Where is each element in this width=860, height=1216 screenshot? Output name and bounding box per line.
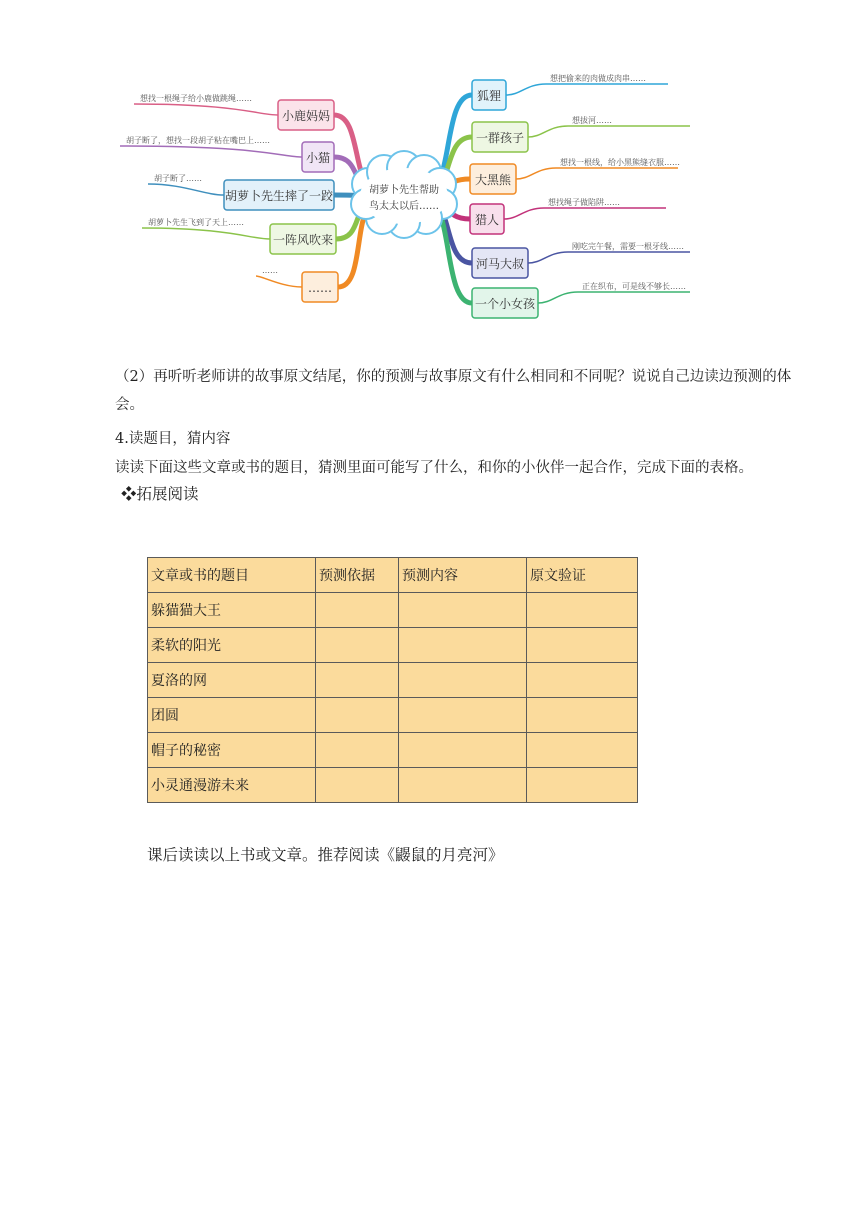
basis-cell[interactable] <box>316 663 399 698</box>
mind-map-node <box>470 197 620 234</box>
mind-map-note-line <box>516 168 678 179</box>
mind-map-node-label: 大黑熊 <box>474 173 512 187</box>
mind-map-node-label: 小猫 <box>305 151 331 165</box>
content-cell[interactable] <box>399 663 527 698</box>
verify-cell[interactable] <box>527 663 638 698</box>
row-title: 团圆 <box>148 698 316 733</box>
content-cell[interactable] <box>399 698 527 733</box>
mind-map-note: 刚吃完午餐，需要一根牙线…… <box>572 242 684 251</box>
mind-map-note-line <box>504 208 666 219</box>
step-heading: 4.读题目，猜内容 <box>115 431 231 447</box>
row-title: 帽子的秘密 <box>148 733 316 768</box>
content-cell[interactable] <box>399 733 527 768</box>
row-title: 躲猫猫大王 <box>148 593 316 628</box>
mind-map-note: 胡萝卜先生飞到了天上…… <box>148 218 244 227</box>
mind-map-node <box>262 266 338 302</box>
prediction-table <box>147 557 638 803</box>
mind-map-node-label: 一阵风吹来 <box>272 233 334 247</box>
table-row <box>148 663 638 698</box>
basis-cell[interactable] <box>316 698 399 733</box>
content-cell[interactable] <box>399 593 527 628</box>
story-mind-map <box>120 66 690 336</box>
mind-map-center <box>351 151 457 238</box>
instruction-paragraph: 读读下面这些文章或书的题目，猜测里面可能写了什么，和你的小伙伴一起合作，完成下面的表格。 <box>115 460 753 476</box>
mind-map-note-line <box>142 228 270 239</box>
header-content: 预测内容 <box>399 558 527 593</box>
mind-map-note: 想拔河…… <box>572 116 612 125</box>
mind-map-node <box>126 135 334 172</box>
mind-map-node-label: 小鹿妈妈 <box>281 109 331 123</box>
basis-cell[interactable] <box>316 733 399 768</box>
mind-map-note-line <box>134 104 278 115</box>
table-row <box>148 768 638 803</box>
header-basis: 预测依据 <box>316 558 399 593</box>
mind-map-node-label: …… <box>308 281 332 295</box>
mind-map-note-line <box>506 84 668 95</box>
content-cell[interactable] <box>399 768 527 803</box>
content-cell[interactable] <box>399 628 527 663</box>
verify-cell[interactable] <box>527 768 638 803</box>
mind-map-center-text: 胡萝卜先生帮助 <box>369 185 439 196</box>
mind-map-center-text: 鸟太太以后…… <box>369 201 439 212</box>
mind-map-note: 想把偷来的肉做成肉串…… <box>550 74 646 83</box>
mind-map-note: 正在织布，可是线不够长…… <box>582 282 686 291</box>
question-paragraph: （2）再听听老师讲的故事原文结尾，你的预测与故事原文有什么相同和不同呢？说说自己边读边预测的体会。 <box>115 369 792 413</box>
closing-recommendation: 课后读读以上书或文章。推荐阅读《鼹鼠的月亮河》 <box>147 846 504 864</box>
verify-cell[interactable] <box>527 628 638 663</box>
mind-map-node <box>140 93 334 130</box>
mind-map-node <box>472 281 686 318</box>
mind-map-note: 胡子断了…… <box>154 174 202 183</box>
mind-map-note: …… <box>262 266 278 275</box>
header-title: 文章或书的题目 <box>148 558 316 593</box>
table-header-row <box>148 558 638 593</box>
section-heading: ❖拓展阅读 <box>121 485 199 503</box>
mind-map-node-label: 狐狸 <box>476 89 502 103</box>
row-title: 柔软的阳光 <box>148 628 316 663</box>
mind-map-node <box>472 241 684 278</box>
basis-cell[interactable] <box>316 628 399 663</box>
mind-map-note-line <box>538 292 690 303</box>
header-verify: 原文验证 <box>527 558 638 593</box>
verify-cell[interactable] <box>527 698 638 733</box>
mind-map-node-label: 猎人 <box>474 213 500 227</box>
table-row <box>148 733 638 768</box>
mind-map-node <box>154 173 334 210</box>
table-row <box>148 628 638 663</box>
basis-cell[interactable] <box>316 593 399 628</box>
mind-map-note: 想找一根绳子给小鹿做跳绳…… <box>140 94 252 103</box>
mind-map-note: 想找绳子做陷阱…… <box>548 198 620 207</box>
mind-map-node-label: 胡萝卜先生摔了一跤 <box>224 189 334 203</box>
row-title: 夏洛的网 <box>148 663 316 698</box>
mind-map-node-label: 一群孩子 <box>475 131 525 145</box>
mind-map-note: 想找一根线，给小黑熊缝衣服…… <box>560 158 680 167</box>
mind-map-node-label: 一个小女孩 <box>474 297 536 311</box>
basis-cell[interactable] <box>316 768 399 803</box>
table-row <box>148 698 638 733</box>
mind-map-note-line <box>528 252 690 263</box>
mind-map-node <box>472 73 646 110</box>
table-row <box>148 593 638 628</box>
mind-map-note-line <box>120 146 302 157</box>
row-title: 小灵通漫游未来 <box>148 768 316 803</box>
mind-map-node <box>470 157 680 194</box>
mind-map-note-line <box>528 126 690 137</box>
mind-map-note-line <box>148 184 224 195</box>
mind-map-note: 胡子断了，想找一段胡子粘在嘴巴上…… <box>126 136 270 145</box>
verify-cell[interactable] <box>527 593 638 628</box>
mind-map-node-label: 河马大叔 <box>475 257 525 271</box>
verify-cell[interactable] <box>527 733 638 768</box>
mind-map-note-line <box>256 276 302 287</box>
